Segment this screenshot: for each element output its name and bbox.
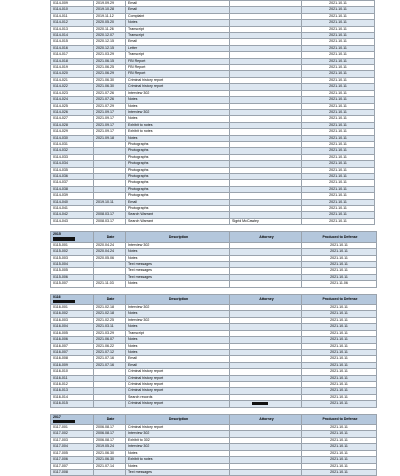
description-cell: Transcript [126, 52, 230, 58]
date-cell: 2021.07.16 [94, 362, 126, 368]
produced-date-cell: 2021.10.11 [302, 193, 375, 199]
bates-number-cell: 0114-029 [51, 129, 94, 135]
produced-date-cell: 2021.10.11 [302, 77, 375, 83]
description-cell: Criminal history report [126, 388, 230, 394]
table-row [51, 401, 377, 407]
bates-number-cell: 0114-018 [51, 58, 94, 64]
description-cell: Notes [126, 103, 230, 109]
bates-number-cell: 0114-042 [51, 212, 94, 218]
date-cell: 2021.02.25 [94, 317, 126, 323]
section-header-row [51, 414, 377, 425]
produced-date-cell: 2021.10.11 [302, 469, 377, 475]
column-header: Attorney [230, 232, 302, 243]
bates-number-cell: 0117-005 [51, 450, 94, 456]
description-cell: Photographs [126, 161, 230, 167]
date-cell: 2020.04.24 [94, 242, 126, 248]
bates-number-cell: 0114-031 [51, 141, 94, 147]
date-cell: 2006.08.17 [94, 431, 126, 437]
description-cell: Search Warrant [126, 218, 230, 224]
produced-date-cell: 2021.10.11 [302, 212, 375, 218]
bates-number-cell: 0114-013 [51, 26, 94, 32]
bates-number-cell: 0114-014 [51, 33, 94, 39]
description-cell: Criminal history report [126, 401, 230, 407]
produced-date-cell: 2021.10.11 [302, 425, 377, 431]
description-cell: Email [126, 1, 230, 7]
date-cell: 2019.09.29 [94, 1, 126, 7]
produced-date-cell: 2021.10.11 [302, 450, 377, 456]
date-cell: 2020.05.20 [94, 20, 126, 26]
bates-number-cell: 0116-007 [51, 343, 94, 349]
redaction-block [53, 237, 75, 240]
date-cell: 2020.12.15 [94, 45, 126, 51]
description-cell: Email [126, 362, 230, 368]
produced-date-cell: 2021.10.11 [302, 33, 375, 39]
attorney-cell [230, 281, 302, 287]
description-cell: Exhibit to 302 [126, 437, 230, 443]
date-cell: 2021.02.18 [94, 305, 126, 311]
section-year-cell [51, 414, 94, 425]
date-cell: 2021.09.17 [94, 129, 126, 135]
bates-number-cell: 0114-026 [51, 109, 94, 115]
bates-number-cell: 0114-040 [51, 199, 94, 205]
bates-number-cell: 0116-005 [51, 330, 94, 336]
description-cell: Photographs [126, 186, 230, 192]
description-cell: Notes [126, 324, 230, 330]
description-cell: Email [126, 356, 230, 362]
bates-number-cell: 0114-021 [51, 77, 94, 83]
date-cell: 2019.10.28 [94, 7, 126, 13]
bates-number-cell: 0115-003 [51, 255, 94, 261]
description-cell: Interview 302 [126, 90, 230, 96]
description-cell: Notes [126, 116, 230, 122]
bates-number-cell: 0116-006 [51, 337, 94, 343]
produced-date-cell: 2021.10.11 [302, 148, 375, 154]
column-header: Date [94, 232, 126, 243]
produced-date-cell: 2021.10.11 [302, 330, 377, 336]
produced-date-cell: 2021.10.11 [302, 343, 377, 349]
description-cell: Notes [126, 135, 230, 141]
description-cell: Notes [126, 20, 230, 26]
bates-number-cell: 0115-001 [51, 242, 94, 248]
section-year-cell [51, 232, 94, 243]
produced-date-cell: 2021.10.11 [302, 154, 375, 160]
column-header: Attorney [230, 414, 302, 425]
produced-date-cell: 2021.10.11 [302, 375, 377, 381]
bates-number-cell: 0117-007 [51, 463, 94, 469]
bates-number-cell: 0114-010 [51, 7, 94, 13]
bates-number-cell: 0116-004 [51, 324, 94, 330]
section-table [50, 231, 377, 287]
produced-date-cell: 2021.10.11 [302, 463, 377, 469]
produced-date-cell: 2021.10.11 [302, 71, 375, 77]
date-cell: 2021.06.30 [94, 457, 126, 463]
produced-date-cell: 2021.10.11 [302, 173, 375, 179]
bates-number-cell: 0114-015 [51, 39, 94, 45]
produced-date-cell: 2021.10.11 [302, 362, 377, 368]
table-row [51, 469, 377, 475]
produced-date-cell: 2021.10.11 [302, 388, 377, 394]
produced-date-cell: 2021.10.11 [302, 381, 377, 387]
section-table [50, 0, 375, 225]
description-cell: Letter [126, 45, 230, 51]
produced-date-cell: 2021.10.11 [302, 97, 375, 103]
produced-date-cell: 2021.10.11 [302, 437, 377, 443]
description-cell: Criminal history report [126, 77, 230, 83]
description-cell: Notes [126, 311, 230, 317]
produced-date-cell: 2021.10.11 [302, 13, 375, 19]
description-cell: Notes [126, 450, 230, 456]
bates-number-cell: 0114-019 [51, 65, 94, 71]
description-cell: Exhibit to notes [126, 457, 230, 463]
produced-date-cell: 2021.10.11 [302, 65, 375, 71]
description-cell: Photographs [126, 206, 230, 212]
bates-number-cell: 0114-028 [51, 122, 94, 128]
produced-date-cell: 2021.10.11 [302, 261, 377, 267]
produced-date-cell: 2021.11.06 [302, 281, 377, 287]
table-row [51, 281, 377, 287]
produced-date-cell: 2021.10.11 [302, 218, 375, 224]
date-cell: 2006.08.17 [94, 425, 126, 431]
bates-number-cell: 0114-009 [51, 1, 94, 7]
date-cell: 2020.11.26 [94, 26, 126, 32]
redaction-block [53, 300, 75, 303]
bates-number-cell: 0114-032 [51, 148, 94, 154]
produced-date-cell: 2021.10.11 [302, 39, 375, 45]
produced-date-cell: 2021.10.11 [302, 199, 375, 205]
attorney-cell [230, 469, 302, 475]
produced-date-cell: 2021.10.11 [302, 52, 375, 58]
date-cell: 2020.12.07 [94, 33, 126, 39]
produced-date-cell: 2021.10.11 [302, 90, 375, 96]
description-cell: Notes [126, 337, 230, 343]
produced-date-cell: 2021.10.11 [302, 274, 377, 280]
produced-date-cell: 2021.10.11 [302, 268, 377, 274]
section-year-cell [51, 294, 94, 305]
description-cell: Criminal history report [126, 425, 230, 431]
produced-date-cell: 2021.10.11 [302, 135, 375, 141]
date-cell: 2021.07.26 [94, 97, 126, 103]
produced-date-cell: 2021.10.11 [302, 242, 377, 248]
produced-date-cell: 2021.10.11 [302, 26, 375, 32]
date-cell [94, 469, 126, 475]
column-header: Date [94, 294, 126, 305]
date-cell: 2008.03.17 [94, 212, 126, 218]
date-cell: 2021.06.25 [94, 65, 126, 71]
bates-number-cell: 0114-030 [51, 135, 94, 141]
column-header: Produced to Defense [302, 232, 377, 243]
date-cell: 2021.03.29 [94, 330, 126, 336]
produced-date-cell: 2021.10.11 [302, 167, 375, 173]
redaction-block [252, 402, 268, 405]
attorney-cell: Sigrid McCawley [230, 218, 302, 224]
description-cell: Photographs [126, 148, 230, 154]
produced-date-cell: 2021.10.11 [302, 116, 375, 122]
date-cell: 2021.03.11 [94, 324, 126, 330]
bates-number-cell: 0116-015 [51, 401, 94, 407]
bates-number-cell: 0114-023 [51, 90, 94, 96]
bates-number-cell: 0114-027 [51, 116, 94, 122]
description-cell: Email [126, 199, 230, 205]
description-cell: Criminal history report [126, 84, 230, 90]
bates-number-cell: 0114-041 [51, 206, 94, 212]
bates-number-cell: 0116-007 [51, 349, 94, 355]
produced-date-cell: 2021.10.11 [302, 311, 377, 317]
date-cell: 2021.11.03 [94, 281, 126, 287]
produced-date-cell: 2021.10.11 [302, 122, 375, 128]
date-cell: 2021.07.12 [94, 349, 126, 355]
description-cell: Photographs [126, 173, 230, 179]
date-cell: 2021.07.16 [94, 356, 126, 362]
produced-date-cell: 2021.10.11 [302, 129, 375, 135]
date-cell: 2021.09.17 [94, 109, 126, 115]
description-cell: Interview 302 [126, 431, 230, 437]
date-cell: 2019.11.12 [94, 13, 126, 19]
produced-date-cell: 2021.10.11 [302, 305, 377, 311]
column-header: Produced to Defense [302, 294, 377, 305]
bates-number-cell: 0115-002 [51, 249, 94, 255]
bates-number-cell: 0116-008 [51, 356, 94, 362]
document-page [50, 0, 361, 476]
bates-number-cell: 0115-005 [51, 268, 94, 274]
produced-date-cell: 2021.10.11 [302, 401, 377, 407]
description-cell: Photographs [126, 193, 230, 199]
section-year: 2015 [53, 232, 61, 237]
table-row [51, 218, 375, 224]
description-cell: Interview 302 [126, 317, 230, 323]
bates-number-cell: 0117-006 [51, 457, 94, 463]
description-cell: Text messages [126, 261, 230, 267]
bates-number-cell: 0114-012 [51, 20, 94, 26]
description-cell: FBI Report [126, 65, 230, 71]
section-table [50, 414, 377, 476]
bates-number-cell: 0114-037 [51, 180, 94, 186]
column-header: Description [126, 294, 230, 305]
bates-number-cell: 0116-002 [51, 311, 94, 317]
bates-number-cell: 0114-022 [51, 84, 94, 90]
bates-number-cell: 0114-038 [51, 186, 94, 192]
bates-number-cell: 0114-011 [51, 13, 94, 19]
produced-date-cell: 2021.10.11 [302, 103, 375, 109]
section-header-row [51, 294, 377, 305]
description-cell: Text messages [126, 469, 230, 475]
bates-number-cell: 0116-010 [51, 369, 94, 375]
bates-number-cell: 0116-009 [51, 362, 94, 368]
produced-date-cell: 2021.10.11 [302, 444, 377, 450]
date-cell: 2020.05.06 [94, 255, 126, 261]
section-table [50, 294, 377, 408]
date-cell [94, 401, 126, 407]
produced-date-cell: 2021.10.11 [302, 109, 375, 115]
produced-date-cell: 2021.10.11 [302, 206, 375, 212]
description-cell: Transcript [126, 26, 230, 32]
bates-number-cell: 0114-036 [51, 173, 94, 179]
bates-number-cell: 0114-020 [51, 71, 94, 77]
date-cell: 2021.06.07 [94, 337, 126, 343]
produced-date-cell: 2021.10.11 [302, 161, 375, 167]
bates-number-cell: 0115-006 [51, 274, 94, 280]
date-cell: 2021.03.29 [94, 52, 126, 58]
date-cell: 2021.06.29 [94, 71, 126, 77]
produced-date-cell: 2021.10.11 [302, 369, 377, 375]
produced-date-cell: 2021.10.11 [302, 84, 375, 90]
bates-number-cell: 0115-004 [51, 261, 94, 267]
date-cell: 2021.07.26 [94, 90, 126, 96]
description-cell: Criminal history report [126, 375, 230, 381]
date-cell: 2021.09.17 [94, 122, 126, 128]
column-header: Date [94, 414, 126, 425]
description-cell: FBI Report [126, 58, 230, 64]
bates-number-cell: 0116-012 [51, 381, 94, 387]
produced-date-cell: 2021.10.11 [302, 337, 377, 343]
column-header: Produced to Defense [302, 414, 377, 425]
description-cell: Criminal history report [126, 369, 230, 375]
date-cell: 2021.06.30 [94, 450, 126, 456]
bates-number-cell: 0116-014 [51, 394, 94, 400]
column-header: Attorney [230, 294, 302, 305]
description-cell: Notes [126, 249, 230, 255]
produced-date-cell: 2021.10.11 [302, 317, 377, 323]
bates-number-cell: 0114-024 [51, 97, 94, 103]
description-cell: Exhibit to notes [126, 129, 230, 135]
bates-number-cell: 0116-013 [51, 388, 94, 394]
column-header: Description [126, 232, 230, 243]
date-cell: 2019.10.11 [94, 199, 126, 205]
description-cell: Notes [126, 255, 230, 261]
bates-number-cell: 0114-033 [51, 154, 94, 160]
description-cell: Exhibit to notes [126, 122, 230, 128]
description-cell: Interview 302 [126, 444, 230, 450]
bates-number-cell: 0114-035 [51, 167, 94, 173]
date-cell: 2020.04.24 [94, 249, 126, 255]
bates-number-cell: 0116-011 [51, 375, 94, 381]
description-cell: Notes [126, 97, 230, 103]
bates-number-cell: 0117-004 [51, 444, 94, 450]
description-cell: Photographs [126, 180, 230, 186]
bates-number-cell: 0114-017 [51, 52, 94, 58]
section-year: 2017 [53, 414, 61, 419]
description-cell: Transcript [126, 33, 230, 39]
bates-number-cell: 0115-007 [51, 281, 94, 287]
description-cell: Notes [126, 343, 230, 349]
produced-date-cell: 2021.10.11 [302, 349, 377, 355]
description-cell: Criminal history report [126, 381, 230, 387]
produced-date-cell: 2021.10.11 [302, 431, 377, 437]
produced-date-cell: 2021.10.11 [302, 20, 375, 26]
date-cell: 2020.12.15 [94, 39, 126, 45]
date-cell: 2021.06.22 [94, 343, 126, 349]
description-cell: Transcript [126, 330, 230, 336]
date-cell: 2021.09.18 [94, 135, 126, 141]
produced-date-cell: 2021.10.11 [302, 249, 377, 255]
bates-number-cell: 0114-034 [51, 161, 94, 167]
description-cell: FBI Report [126, 71, 230, 77]
date-cell: 2021.06.15 [94, 58, 126, 64]
produced-date-cell: 2021.10.11 [302, 186, 375, 192]
date-cell: 2021.02.18 [94, 311, 126, 317]
produced-date-cell: 2021.10.11 [302, 255, 377, 261]
bates-number-cell: 0117-003 [51, 437, 94, 443]
description-cell: Photographs [126, 154, 230, 160]
produced-date-cell: 2021.10.11 [302, 394, 377, 400]
produced-date-cell: 2021.10.11 [302, 356, 377, 362]
produced-date-cell: 2021.10.11 [302, 1, 375, 7]
description-cell: Notes [126, 281, 230, 287]
bates-number-cell: 0114-016 [51, 45, 94, 51]
bates-number-cell: 0114-025 [51, 103, 94, 109]
date-cell: 2021.07.14 [94, 463, 126, 469]
produced-date-cell: 2021.10.11 [302, 324, 377, 330]
description-cell: Photographs [126, 141, 230, 147]
date-cell: 2008.03.17 [94, 218, 126, 224]
sections-container [50, 0, 361, 476]
description-cell: Interview 302 [126, 109, 230, 115]
produced-date-cell: 2021.10.11 [302, 457, 377, 463]
section-year: 0116 [53, 294, 61, 299]
bates-number-cell: 0114-043 [51, 218, 94, 224]
column-header: Description [126, 414, 230, 425]
bates-number-cell: 0116-003 [51, 317, 94, 323]
date-cell: 2006.08.17 [94, 437, 126, 443]
description-cell: Complaint [126, 13, 230, 19]
redaction-block [53, 420, 75, 423]
description-cell: Text messages [126, 268, 230, 274]
section-header-row [51, 232, 377, 243]
description-cell: Interview 302 [126, 305, 230, 311]
description-cell: Notes [126, 349, 230, 355]
bates-number-cell: 0116-001 [51, 305, 94, 311]
date-cell: 2021.07.29 [94, 103, 126, 109]
date-cell: 2021.09.17 [94, 116, 126, 122]
description-cell: Photographs [126, 167, 230, 173]
date-cell: 2019.05.24 [94, 444, 126, 450]
produced-date-cell: 2021.10.11 [302, 45, 375, 51]
produced-date-cell: 2021.10.11 [302, 141, 375, 147]
description-cell: Notes [126, 463, 230, 469]
description-cell: Search Warrant [126, 212, 230, 218]
description-cell: Interview 302 [126, 242, 230, 248]
bates-number-cell: 0114-039 [51, 193, 94, 199]
description-cell: Email [126, 7, 230, 13]
produced-date-cell: 2021.10.11 [302, 58, 375, 64]
produced-date-cell: 2021.10.11 [302, 180, 375, 186]
description-cell: Text messages [126, 274, 230, 280]
description-cell: Search records [126, 394, 230, 400]
date-cell: 2021.06.30 [94, 77, 126, 83]
produced-date-cell: 2021.10.11 [302, 7, 375, 13]
description-cell: Email [126, 39, 230, 45]
bates-number-cell: 0117-001 [51, 425, 94, 431]
attorney-cell [230, 401, 302, 407]
bates-number-cell: 0117-002 [51, 431, 94, 437]
bates-number-cell: 0117-008 [51, 469, 94, 475]
date-cell: 2021.06.30 [94, 84, 126, 90]
